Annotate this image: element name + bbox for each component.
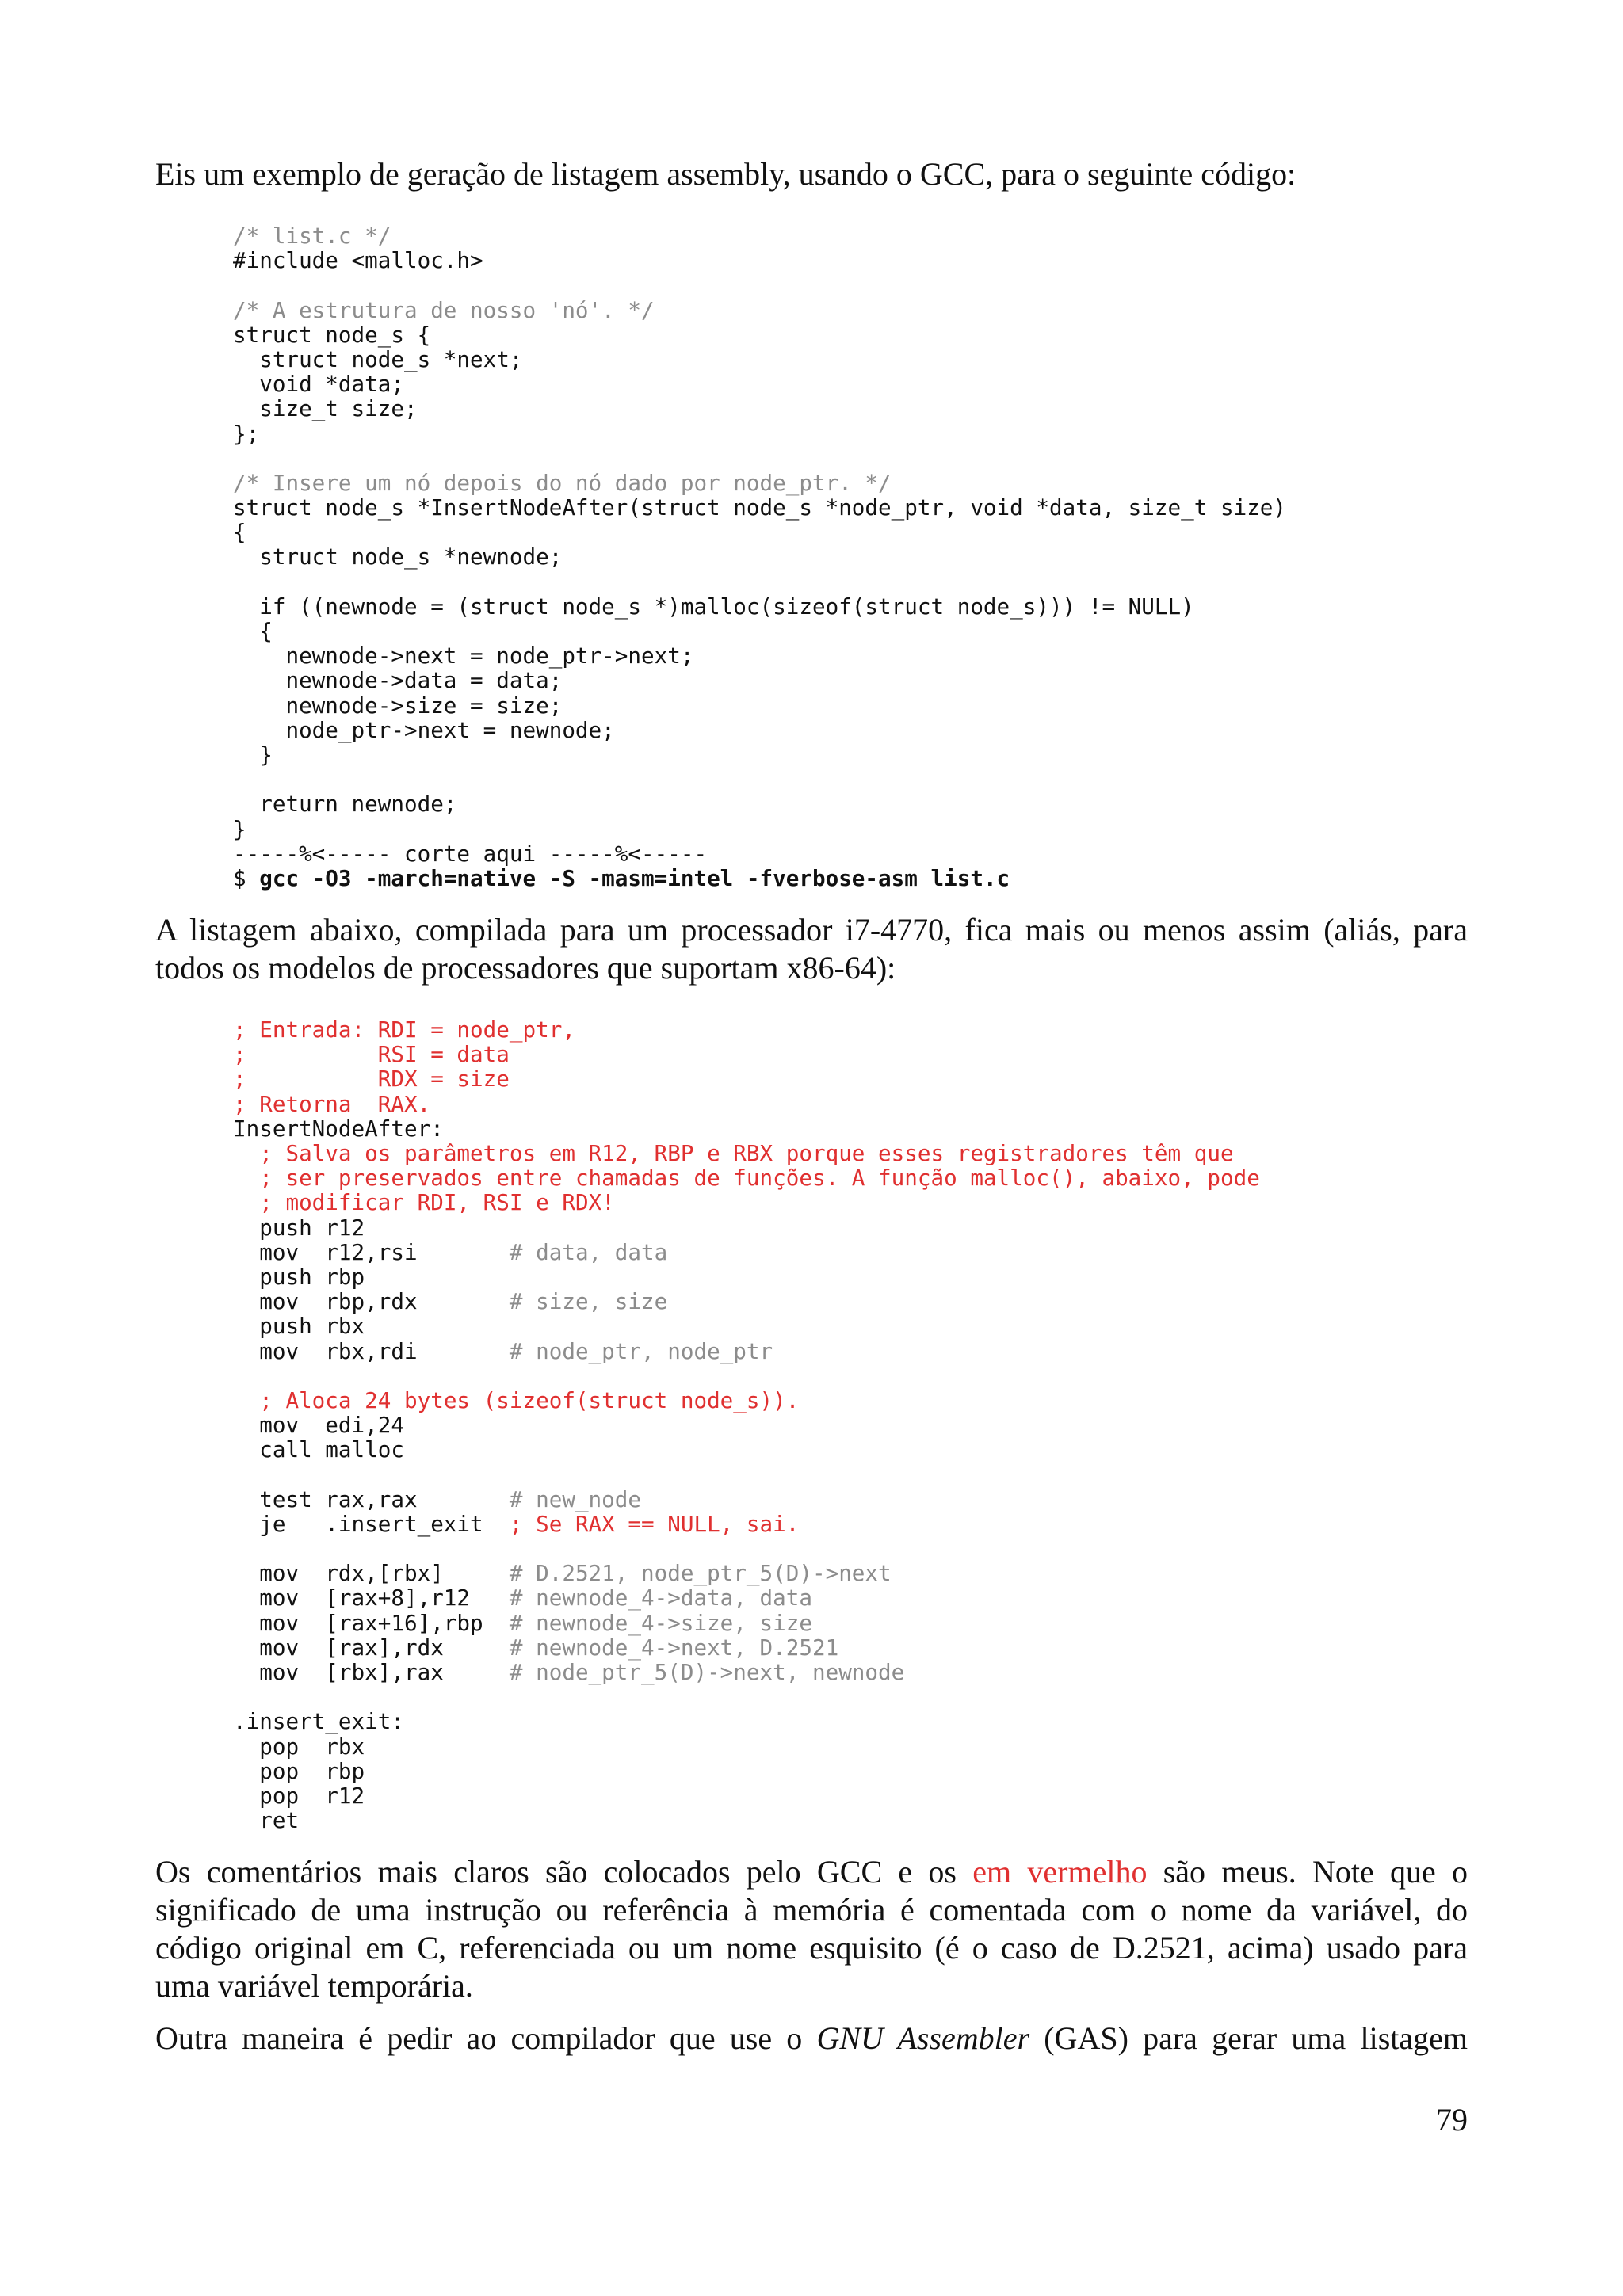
comment-paragraph-line-4: uma variável temporária.	[155, 1968, 473, 2004]
asm-code-line	[233, 1512, 1468, 1536]
asm-code-segment: mov r12,rsi	[233, 1238, 510, 1265]
c-code-line	[233, 372, 1468, 396]
asm-code-segment: # data, data	[509, 1238, 668, 1265]
comment-line1-before: Os comentários mais claros são colocados pelo GCC e os	[155, 1854, 973, 1890]
c-code-segment: void *data;	[233, 371, 404, 398]
asm-code-line	[233, 1635, 1468, 1660]
asm-code-line	[233, 1289, 1468, 1314]
c-code-segment: struct node_s *next;	[233, 345, 523, 372]
asm-code-line	[233, 1066, 1468, 1091]
comment-paragraph-line-3: código original em C, referenciada ou um nome esquisito (é o caso de D.2521, acima) usado para	[155, 1930, 1468, 1966]
asm-code-line	[233, 1017, 1468, 1042]
asm-code-line	[233, 1413, 1468, 1437]
asm-code-segment: test rax,rax	[233, 1486, 510, 1512]
asm-code-segment: # newnode_4->next, D.2521	[509, 1634, 839, 1661]
asm-code-segment: ; Se RAX == NULL, sai.	[509, 1510, 800, 1537]
c-code-line	[233, 495, 1468, 520]
asm-code-segment	[233, 1165, 259, 1191]
c-code-line	[233, 742, 1468, 767]
c-code-segment: size_t size;	[233, 395, 418, 422]
asm-code-segment: mov rbp,rdx	[233, 1288, 510, 1315]
asm-code-segment	[233, 1189, 259, 1215]
page-number: 79	[1436, 2102, 1468, 2138]
asm-code-line	[233, 1684, 1468, 1709]
asm-code-segment: mov edi,24	[233, 1412, 404, 1439]
c-code-segment: newnode->size = size;	[233, 692, 563, 719]
c-code-line	[233, 817, 1468, 841]
asm-code-line	[233, 1611, 1468, 1635]
c-code-line	[233, 841, 1468, 866]
asm-code-segment: # node_ptr_5(D)->next, newnode	[509, 1658, 905, 1685]
c-code-line	[233, 718, 1468, 742]
asm-code-line	[233, 1783, 1468, 1808]
c-code-line	[233, 223, 1468, 248]
asm-code-segment: ; modificar RDI, RSI e RDX!	[259, 1189, 615, 1216]
c-code-segment: /* list.c */	[233, 223, 391, 249]
c-code-line	[233, 544, 1468, 569]
final-before: Outra maneira é pedir ao compilador que use o	[155, 2020, 817, 2057]
final-paragraph-line-1	[155, 2019, 1468, 2058]
asm-code-line	[233, 1759, 1468, 1783]
c-code-line	[233, 791, 1468, 816]
asm-code-segment	[233, 1387, 259, 1413]
asm-code-line	[233, 1660, 1468, 1684]
asm-code-line	[233, 1116, 1468, 1141]
c-code-segment: }	[233, 815, 246, 842]
asm-code-segment: ; Aloca 24 bytes (sizeof(struct node_s)).	[259, 1386, 800, 1413]
c-code-segment: $	[233, 864, 260, 891]
asm-code-line	[233, 1487, 1468, 1512]
c-code-line	[233, 767, 1468, 791]
c-code-segment: newnode->data = data;	[233, 667, 563, 694]
asm-code-segment: ret	[233, 1807, 300, 1834]
c-code-line	[233, 520, 1468, 544]
asm-code-line	[233, 1585, 1468, 1610]
middle-paragraph-line-2: todos os modelos de processadores que suportam x86-64):	[155, 950, 896, 986]
asm-code-line	[233, 1709, 1468, 1733]
c-code-segment: /* Insere um nó depois do nó dado por node_ptr. */	[233, 469, 892, 496]
c-code-line	[233, 446, 1468, 471]
c-code-line	[233, 322, 1468, 347]
c-code-line	[233, 643, 1468, 668]
asm-code-line	[233, 1437, 1468, 1462]
c-code-segment: #include <malloc.h>	[233, 247, 483, 274]
c-code-segment: {	[233, 618, 273, 644]
asm-code-line	[233, 1363, 1468, 1388]
c-code-line	[233, 298, 1468, 322]
asm-code-line	[233, 1561, 1468, 1585]
asm-code-segment: mov [rax+8],r12	[233, 1585, 510, 1611]
c-code-line	[233, 594, 1468, 619]
asm-code-segment: push r12	[233, 1214, 365, 1241]
c-code-line	[233, 668, 1468, 692]
asm-code-segment: mov rbx,rdi	[233, 1337, 510, 1364]
c-code-line	[233, 619, 1468, 643]
asm-code-line	[233, 1734, 1468, 1759]
c-code-segment: gcc -O3 -march=native -S -masm=intel -fverbose-asm list.c	[259, 864, 1010, 891]
asm-code-line	[233, 1339, 1468, 1363]
c-code-line	[233, 570, 1468, 594]
asm-code-segment: .insert_exit:	[233, 1708, 404, 1735]
c-code-segment: newnode->next = node_ptr->next;	[233, 643, 694, 669]
asm-code-segment: ; RDX = size	[233, 1066, 510, 1093]
comment-paragraph	[155, 1853, 1468, 2005]
asm-code-segment: mov [rbx],rax	[233, 1658, 510, 1685]
asm-code-segment: pop rbx	[233, 1733, 365, 1760]
c-code-listing	[233, 223, 1468, 891]
red-emphasis-text: em vermelho	[972, 1854, 1148, 1890]
c-code-segment: return newnode;	[233, 791, 457, 818]
c-code-line	[233, 471, 1468, 495]
c-code-segment: -----%<----- corte aqui -----%<-----	[233, 840, 708, 867]
c-code-segment: };	[233, 420, 260, 447]
page-content	[155, 155, 1468, 2058]
asm-code-segment: pop rbp	[233, 1757, 365, 1784]
asm-code-listing	[233, 1017, 1468, 1833]
c-code-segment: {	[233, 519, 246, 546]
asm-code-line	[233, 1092, 1468, 1116]
asm-code-segment: push rbx	[233, 1313, 365, 1340]
c-code-segment: struct node_s *newnode;	[233, 543, 563, 570]
asm-code-line	[233, 1808, 1468, 1833]
middle-paragraph	[155, 911, 1468, 987]
c-code-line	[233, 396, 1468, 421]
asm-code-segment: mov [rax+16],rbp	[233, 1609, 510, 1636]
asm-code-line	[233, 1388, 1468, 1413]
asm-code-segment: call malloc	[233, 1436, 404, 1463]
c-code-segment: if ((newnode = (struct node_s *)malloc(sizeof(struct node_s))) != NULL)	[233, 593, 1194, 620]
asm-code-segment: je .insert_exit	[233, 1510, 510, 1537]
asm-code-segment: # newnode_4->size, size	[509, 1609, 812, 1636]
asm-code-line	[233, 1165, 1468, 1190]
c-code-line	[233, 273, 1468, 297]
final-after: (GAS) para gerar uma listagem	[1029, 2020, 1468, 2057]
c-code-line	[233, 866, 1468, 891]
asm-code-segment: # D.2521, node_ptr_5(D)->next	[509, 1560, 892, 1587]
asm-code-segment: ; ser preservados entre chamadas de funções. A função malloc(), abaixo, pode	[259, 1165, 1260, 1192]
asm-code-line	[233, 1462, 1468, 1486]
asm-code-segment: ; Salva os parâmetros em R12, RBP e RBX porque esses registradores têm que	[259, 1140, 1234, 1166]
asm-code-line	[233, 1141, 1468, 1165]
asm-code-line	[233, 1190, 1468, 1215]
asm-code-segment: ; Entrada: RDI = node_ptr,	[233, 1016, 575, 1043]
asm-code-line	[233, 1536, 1468, 1561]
comment-paragraph-line-2: significado de uma instrução ou referência à memória é comentada com o nome da variável, do	[155, 1892, 1468, 1928]
comment-paragraph-line-1	[155, 1853, 1468, 1891]
asm-code-segment: # new_node	[509, 1486, 642, 1512]
asm-code-segment: # newnode_4->data, data	[509, 1585, 812, 1611]
asm-code-segment: pop r12	[233, 1782, 365, 1809]
asm-code-segment: mov rdx,[rbx]	[233, 1560, 510, 1587]
c-code-line	[233, 693, 1468, 718]
asm-code-segment: mov [rax],rdx	[233, 1634, 510, 1661]
asm-code-segment: ; Retorna RAX.	[233, 1090, 431, 1117]
asm-code-line	[233, 1215, 1468, 1240]
middle-paragraph-line-1: A listagem abaixo, compilada para um processador i7-4770, fica mais ou menos assim (aliás, para	[155, 912, 1468, 948]
asm-code-segment: InsertNodeAfter:	[233, 1115, 444, 1142]
asm-code-line	[233, 1042, 1468, 1066]
asm-code-segment: # size, size	[509, 1288, 668, 1315]
c-code-segment: struct node_s {	[233, 321, 431, 348]
asm-code-segment: # node_ptr, node_ptr	[509, 1337, 773, 1364]
asm-code-line	[233, 1264, 1468, 1289]
asm-code-line	[233, 1314, 1468, 1338]
c-code-segment: }	[233, 741, 273, 768]
c-code-line	[233, 248, 1468, 273]
asm-code-segment	[233, 1140, 259, 1166]
c-code-segment: struct node_s *InsertNodeAfter(struct node_s *node_ptr, void *data, size_t size)	[233, 494, 1287, 521]
final-italic: GNU Assembler	[816, 2020, 1030, 2057]
c-code-segment: /* A estrutura de nosso 'nó'. */	[233, 296, 655, 323]
c-code-line	[233, 347, 1468, 372]
asm-code-segment: push rbp	[233, 1263, 365, 1290]
final-paragraph	[155, 2019, 1468, 2058]
asm-code-line	[233, 1240, 1468, 1264]
c-code-line	[233, 421, 1468, 446]
intro-paragraph: Eis um exemplo de geração de listagem assembly, usando o GCC, para o seguinte código:	[155, 156, 1296, 192]
comment-line1-after: são meus. Note que o	[1147, 1854, 1468, 1890]
c-code-segment: node_ptr->next = newnode;	[233, 716, 615, 743]
asm-code-segment: ; RSI = data	[233, 1041, 510, 1068]
